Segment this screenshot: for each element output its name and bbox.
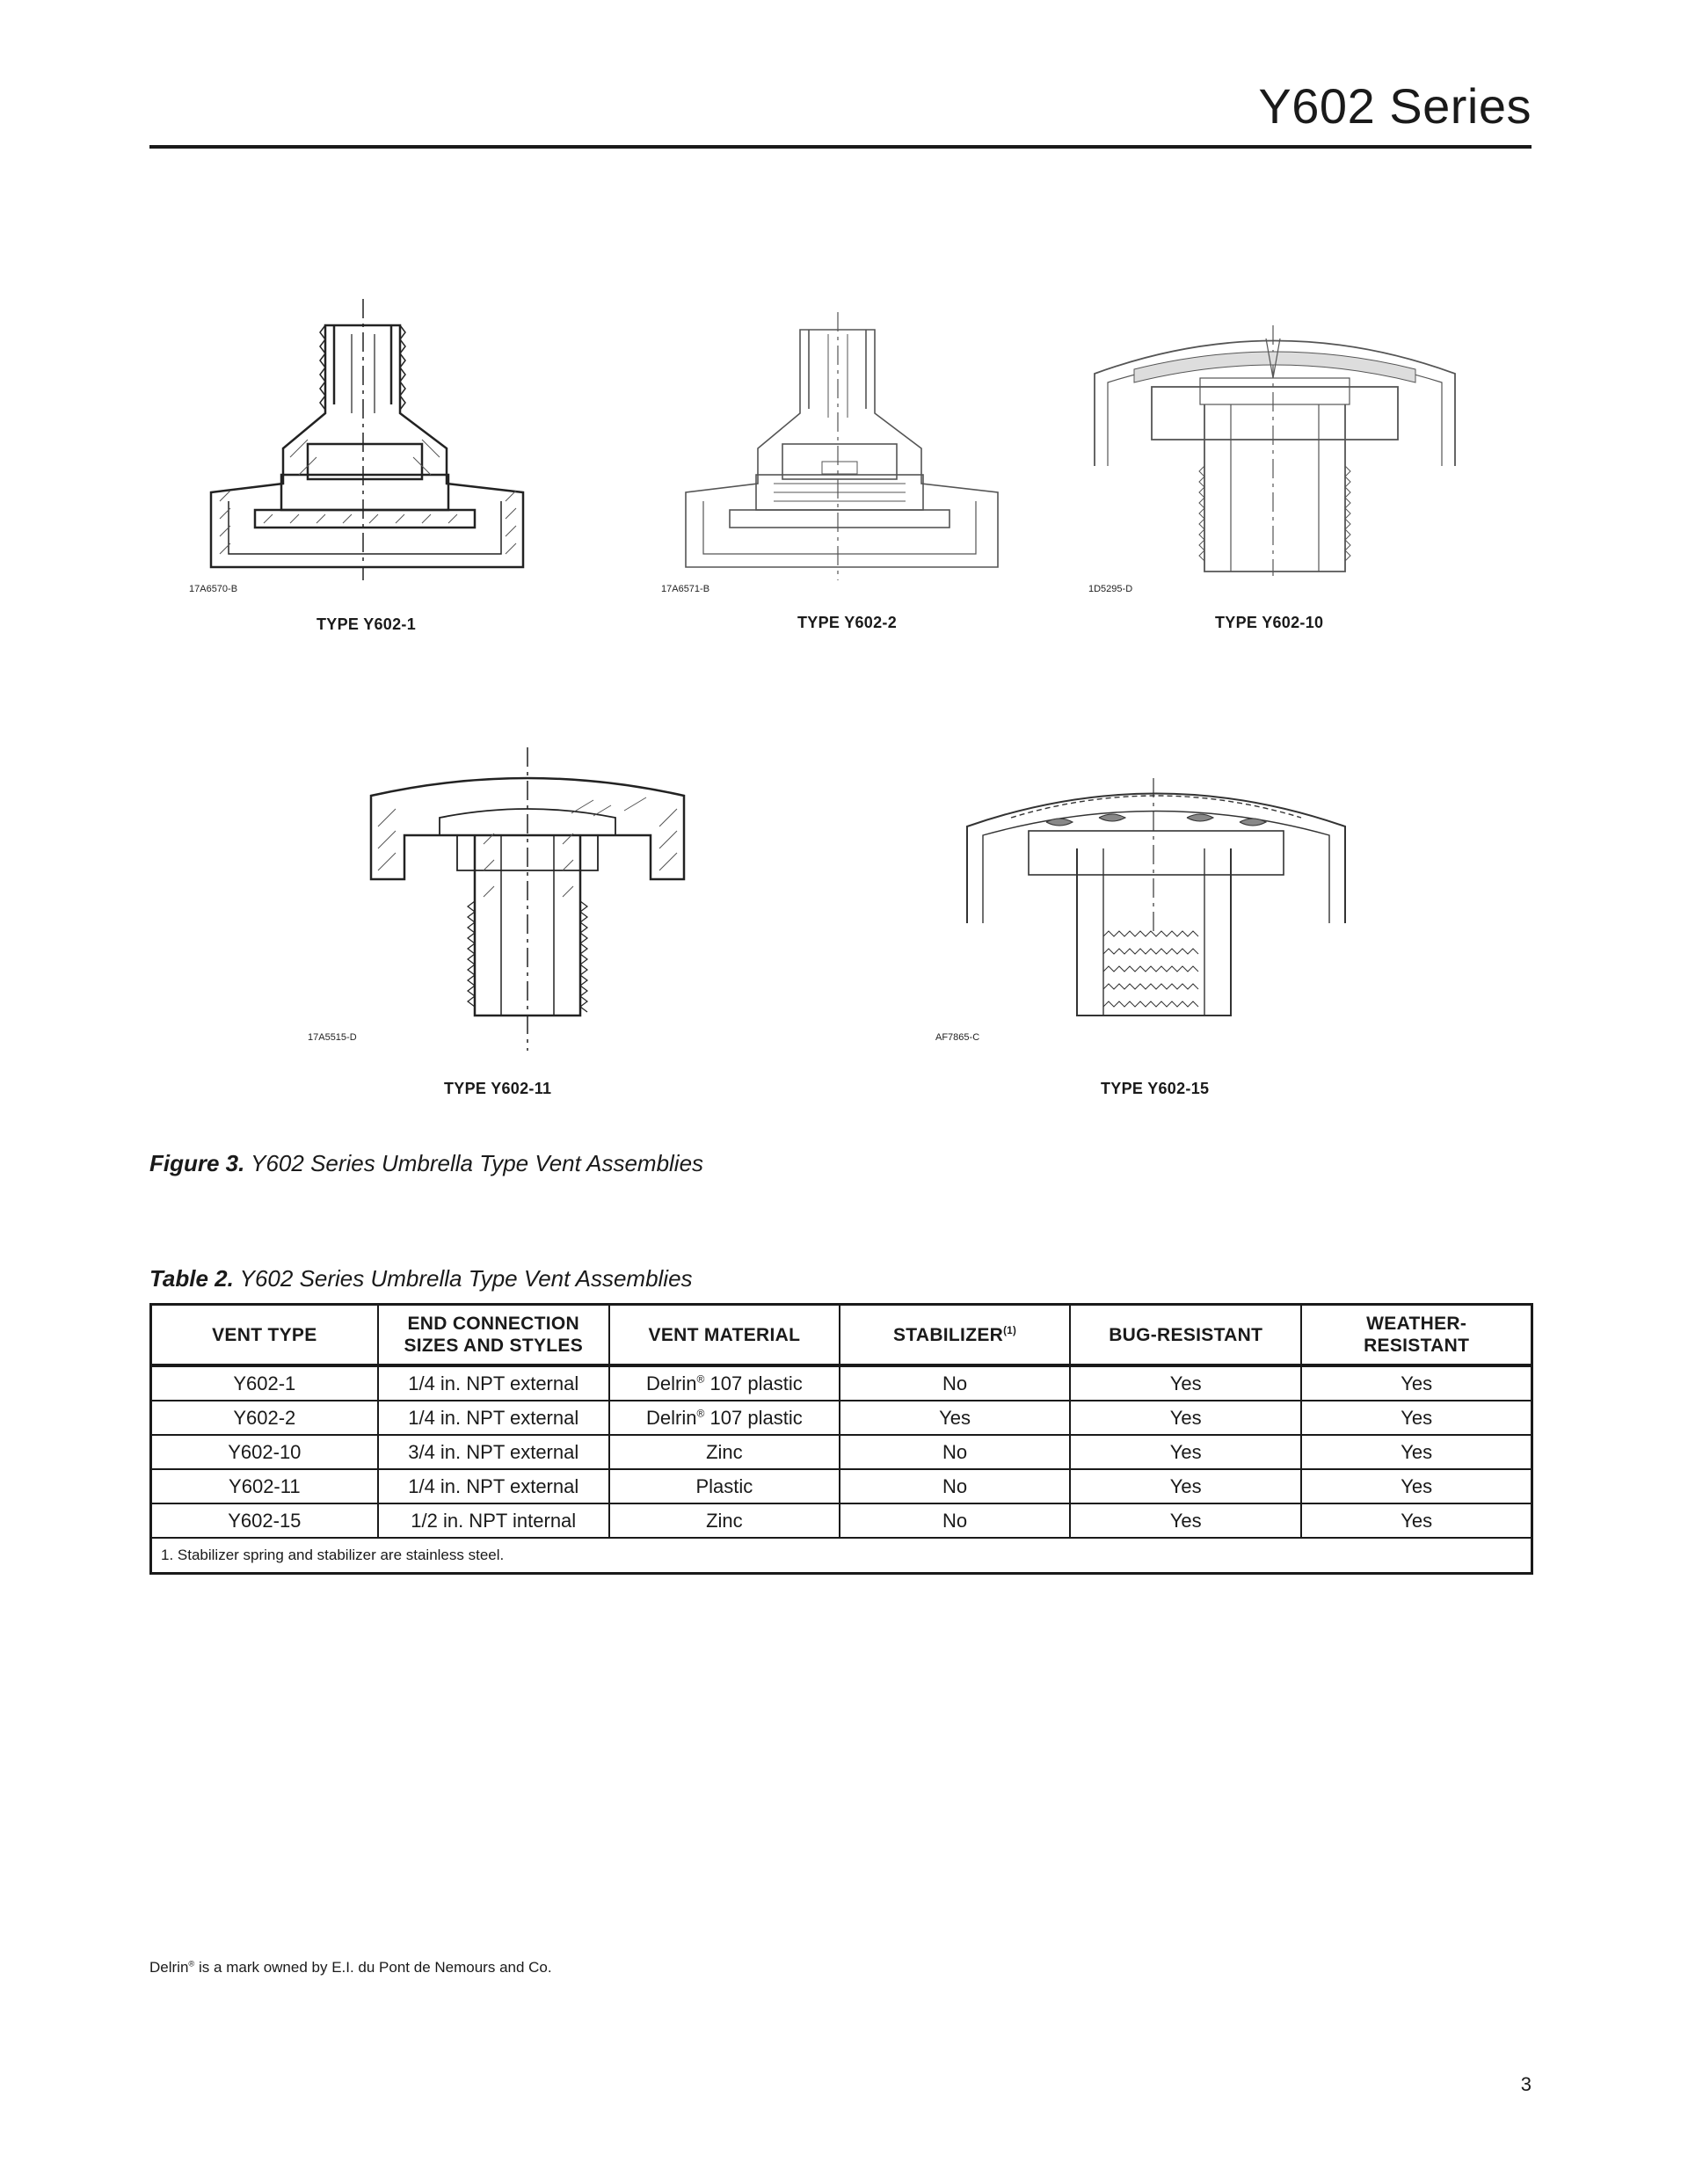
table-note-row bbox=[151, 1538, 1532, 1574]
cell-vent-type: Y602-1 bbox=[151, 1365, 378, 1401]
column-header-bug-resistant: BUG-RESISTANT bbox=[1070, 1305, 1301, 1366]
cell-vent-material bbox=[609, 1469, 840, 1503]
drawing-y602-1 bbox=[202, 299, 536, 589]
drawing-number: 1D5295-D bbox=[1088, 584, 1133, 594]
cell-end-connection: 1/4 in. NPT external bbox=[378, 1365, 609, 1401]
cell-stabilizer: No bbox=[840, 1503, 1070, 1538]
figure-label: TYPE Y602-10 bbox=[1215, 614, 1324, 631]
figure-label: TYPE Y602-2 bbox=[797, 614, 898, 631]
registered-mark: ® bbox=[696, 1407, 705, 1420]
column-header-end-connection bbox=[378, 1305, 609, 1366]
cell-stabilizer: No bbox=[840, 1469, 1070, 1503]
material-name: Plastic bbox=[695, 1474, 753, 1497]
column-header-weather-resistant bbox=[1301, 1305, 1532, 1366]
drawing-y602-11 bbox=[360, 747, 695, 1055]
cell-weather-resistant: Yes bbox=[1301, 1365, 1532, 1401]
column-header-end-connection-line2: SIZES AND STYLES bbox=[404, 1336, 584, 1356]
figure-label: TYPE Y602-1 bbox=[316, 615, 417, 633]
cell-vent-type: Y602-10 bbox=[151, 1435, 378, 1469]
cell-bug-resistant: Yes bbox=[1070, 1435, 1301, 1469]
cell-stabilizer: No bbox=[840, 1365, 1070, 1401]
material-name: Delrin bbox=[646, 1372, 697, 1394]
drawing-y602-15 bbox=[958, 778, 1354, 1033]
column-header-vent-type: VENT TYPE bbox=[151, 1305, 378, 1366]
cell-weather-resistant: Yes bbox=[1301, 1503, 1532, 1538]
figure-caption-number: Figure 3. bbox=[149, 1150, 245, 1176]
column-header-vent-material: VENT MATERIAL bbox=[609, 1305, 840, 1366]
registered-mark: ® bbox=[188, 1959, 195, 1969]
column-header-stabilizer-label: STABILIZER bbox=[892, 1324, 1004, 1345]
registered-mark: ® bbox=[696, 1372, 705, 1386]
drawing-number: 17A6570-B bbox=[189, 584, 238, 594]
column-header-weather-resistant-line1: WEATHER- bbox=[1366, 1314, 1467, 1334]
cell-end-connection: 1/2 in. NPT internal bbox=[378, 1503, 609, 1538]
table-footnote: 1. Stabilizer spring and stabilizer are stainless steel. bbox=[151, 1538, 1532, 1574]
table-row bbox=[151, 1365, 1532, 1401]
figure-caption bbox=[149, 1150, 703, 1177]
trademark-name: Delrin bbox=[149, 1959, 189, 1976]
table-row bbox=[151, 1503, 1532, 1538]
table-caption-number: Table 2. bbox=[149, 1265, 234, 1292]
material-name: Zinc bbox=[706, 1509, 743, 1532]
drawing-number: 17A6571-B bbox=[661, 584, 710, 594]
cell-vent-type: Y602-11 bbox=[151, 1469, 378, 1503]
drawing-number: 17A5515-D bbox=[308, 1032, 357, 1043]
header-rule bbox=[149, 145, 1532, 149]
column-header-stabilizer bbox=[840, 1305, 1070, 1366]
cell-vent-type: Y602-15 bbox=[151, 1503, 378, 1538]
cell-vent-type: Y602-2 bbox=[151, 1401, 378, 1435]
figure-label: TYPE Y602-11 bbox=[444, 1080, 552, 1097]
cell-weather-resistant: Yes bbox=[1301, 1401, 1532, 1435]
table-caption bbox=[149, 1265, 693, 1292]
table-row bbox=[151, 1401, 1532, 1435]
cell-bug-resistant: Yes bbox=[1070, 1469, 1301, 1503]
table-caption-text: Y602 Series Umbrella Type Vent Assemblies bbox=[239, 1265, 693, 1292]
cell-vent-material bbox=[609, 1365, 840, 1401]
cell-end-connection: 1/4 in. NPT external bbox=[378, 1469, 609, 1503]
cell-end-connection: 1/4 in. NPT external bbox=[378, 1401, 609, 1435]
page-number: 3 bbox=[1520, 2073, 1532, 2095]
column-header-end-connection-line1: END CONNECTION bbox=[407, 1314, 579, 1334]
material-rest: 107 plastic bbox=[704, 1406, 803, 1429]
cell-bug-resistant: Yes bbox=[1070, 1401, 1301, 1435]
drawing-number: AF7865-C bbox=[935, 1032, 980, 1043]
figure-caption-text: Y602 Series Umbrella Type Vent Assemblies bbox=[251, 1150, 704, 1176]
material-rest: 107 plastic bbox=[704, 1372, 803, 1394]
stabilizer-note-ref: (1) bbox=[1003, 1325, 1017, 1336]
table-header-row bbox=[151, 1305, 1532, 1366]
material-name: Delrin bbox=[646, 1406, 697, 1429]
figure-label: TYPE Y602-15 bbox=[1101, 1080, 1210, 1097]
cell-stabilizer: No bbox=[840, 1435, 1070, 1469]
cell-weather-resistant: Yes bbox=[1301, 1435, 1532, 1469]
cell-vent-material bbox=[609, 1503, 840, 1538]
cell-bug-resistant: Yes bbox=[1070, 1503, 1301, 1538]
cell-vent-material bbox=[609, 1401, 840, 1435]
trademark-text: is a mark owned by E.I. du Pont de Nemours and Co. bbox=[194, 1959, 552, 1976]
drawing-y602-2 bbox=[677, 312, 1011, 593]
cell-weather-resistant: Yes bbox=[1301, 1469, 1532, 1503]
vent-assemblies-table bbox=[149, 1303, 1533, 1575]
page-header-title: Y602 Series bbox=[1258, 78, 1532, 134]
cell-stabilizer: Yes bbox=[840, 1401, 1070, 1435]
column-header-weather-resistant-line2: RESISTANT bbox=[1364, 1336, 1470, 1356]
table-row bbox=[151, 1435, 1532, 1469]
drawing-y602-10 bbox=[1081, 325, 1468, 580]
table-row bbox=[151, 1469, 1532, 1503]
trademark-note bbox=[149, 1959, 552, 1977]
cell-end-connection: 3/4 in. NPT external bbox=[378, 1435, 609, 1469]
cell-bug-resistant: Yes bbox=[1070, 1365, 1301, 1401]
cell-vent-material bbox=[609, 1435, 840, 1469]
material-name: Zinc bbox=[706, 1440, 743, 1463]
